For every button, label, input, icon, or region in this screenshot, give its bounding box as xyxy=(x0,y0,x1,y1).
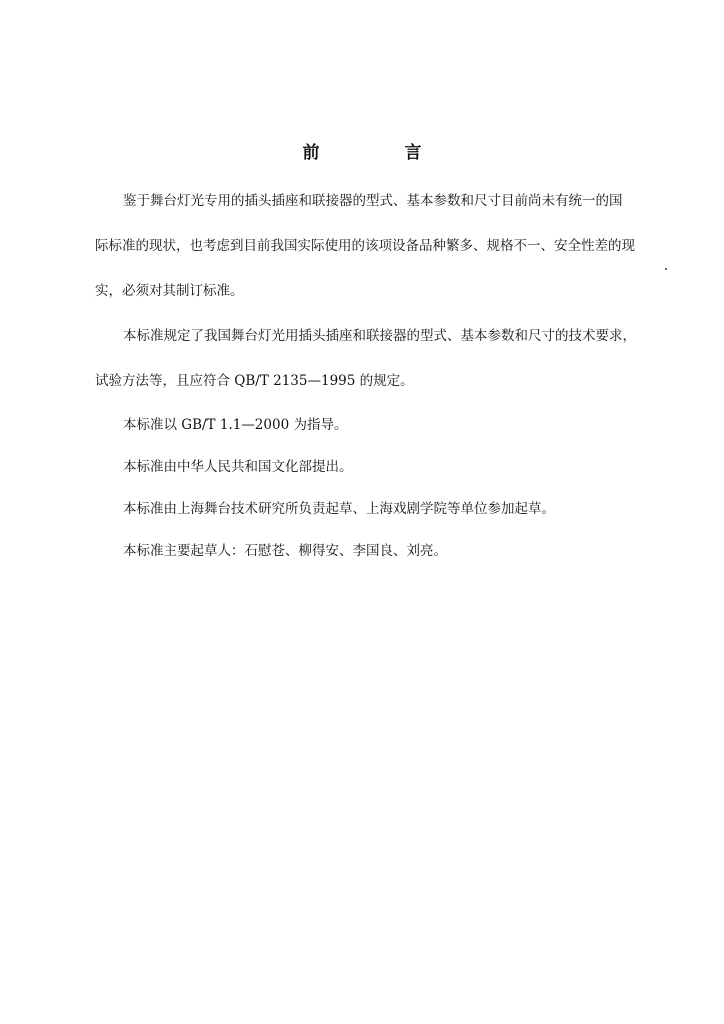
paragraph-1-line-2: 际标准的现状，也考虑到目前我国实际使用的该项设备品种繁多、规格不一、安全性差的现 xyxy=(95,238,635,254)
paragraph-4-line-1: 本标准由中华人民共和国文化部提出。 xyxy=(123,459,353,475)
paragraph-5-line-1: 本标准由上海舞台技术研究所负责起草、上海戏剧学院等单位参加起草。 xyxy=(123,501,555,517)
paragraph-1-line-3: 实，必须对其制订标准。 xyxy=(95,283,244,299)
paragraph-1-line-1: 鉴于舞台灯光专用的插头插座和联接器的型式、基本参数和尺寸目前尚未有统一的国 xyxy=(123,193,623,209)
paragraph-6-line-1: 本标准主要起草人：石慰苍、柳得安、李国良、刘亮。 xyxy=(123,543,447,559)
scan-speck xyxy=(665,268,667,270)
paragraph-2-line-1: 本标准规定了我国舞台灯光用插头插座和联接器的型式、基本参数和尺寸的技术要求， xyxy=(123,328,636,344)
paragraph-2-line-2: 试验方法等，且应符合 QB/T 2135—1995 的规定。 xyxy=(95,373,414,389)
page-title: 前 言 xyxy=(302,143,456,163)
paragraph-3-line-1: 本标准以 GB/T 1.1—2000 为指导。 xyxy=(123,417,348,433)
